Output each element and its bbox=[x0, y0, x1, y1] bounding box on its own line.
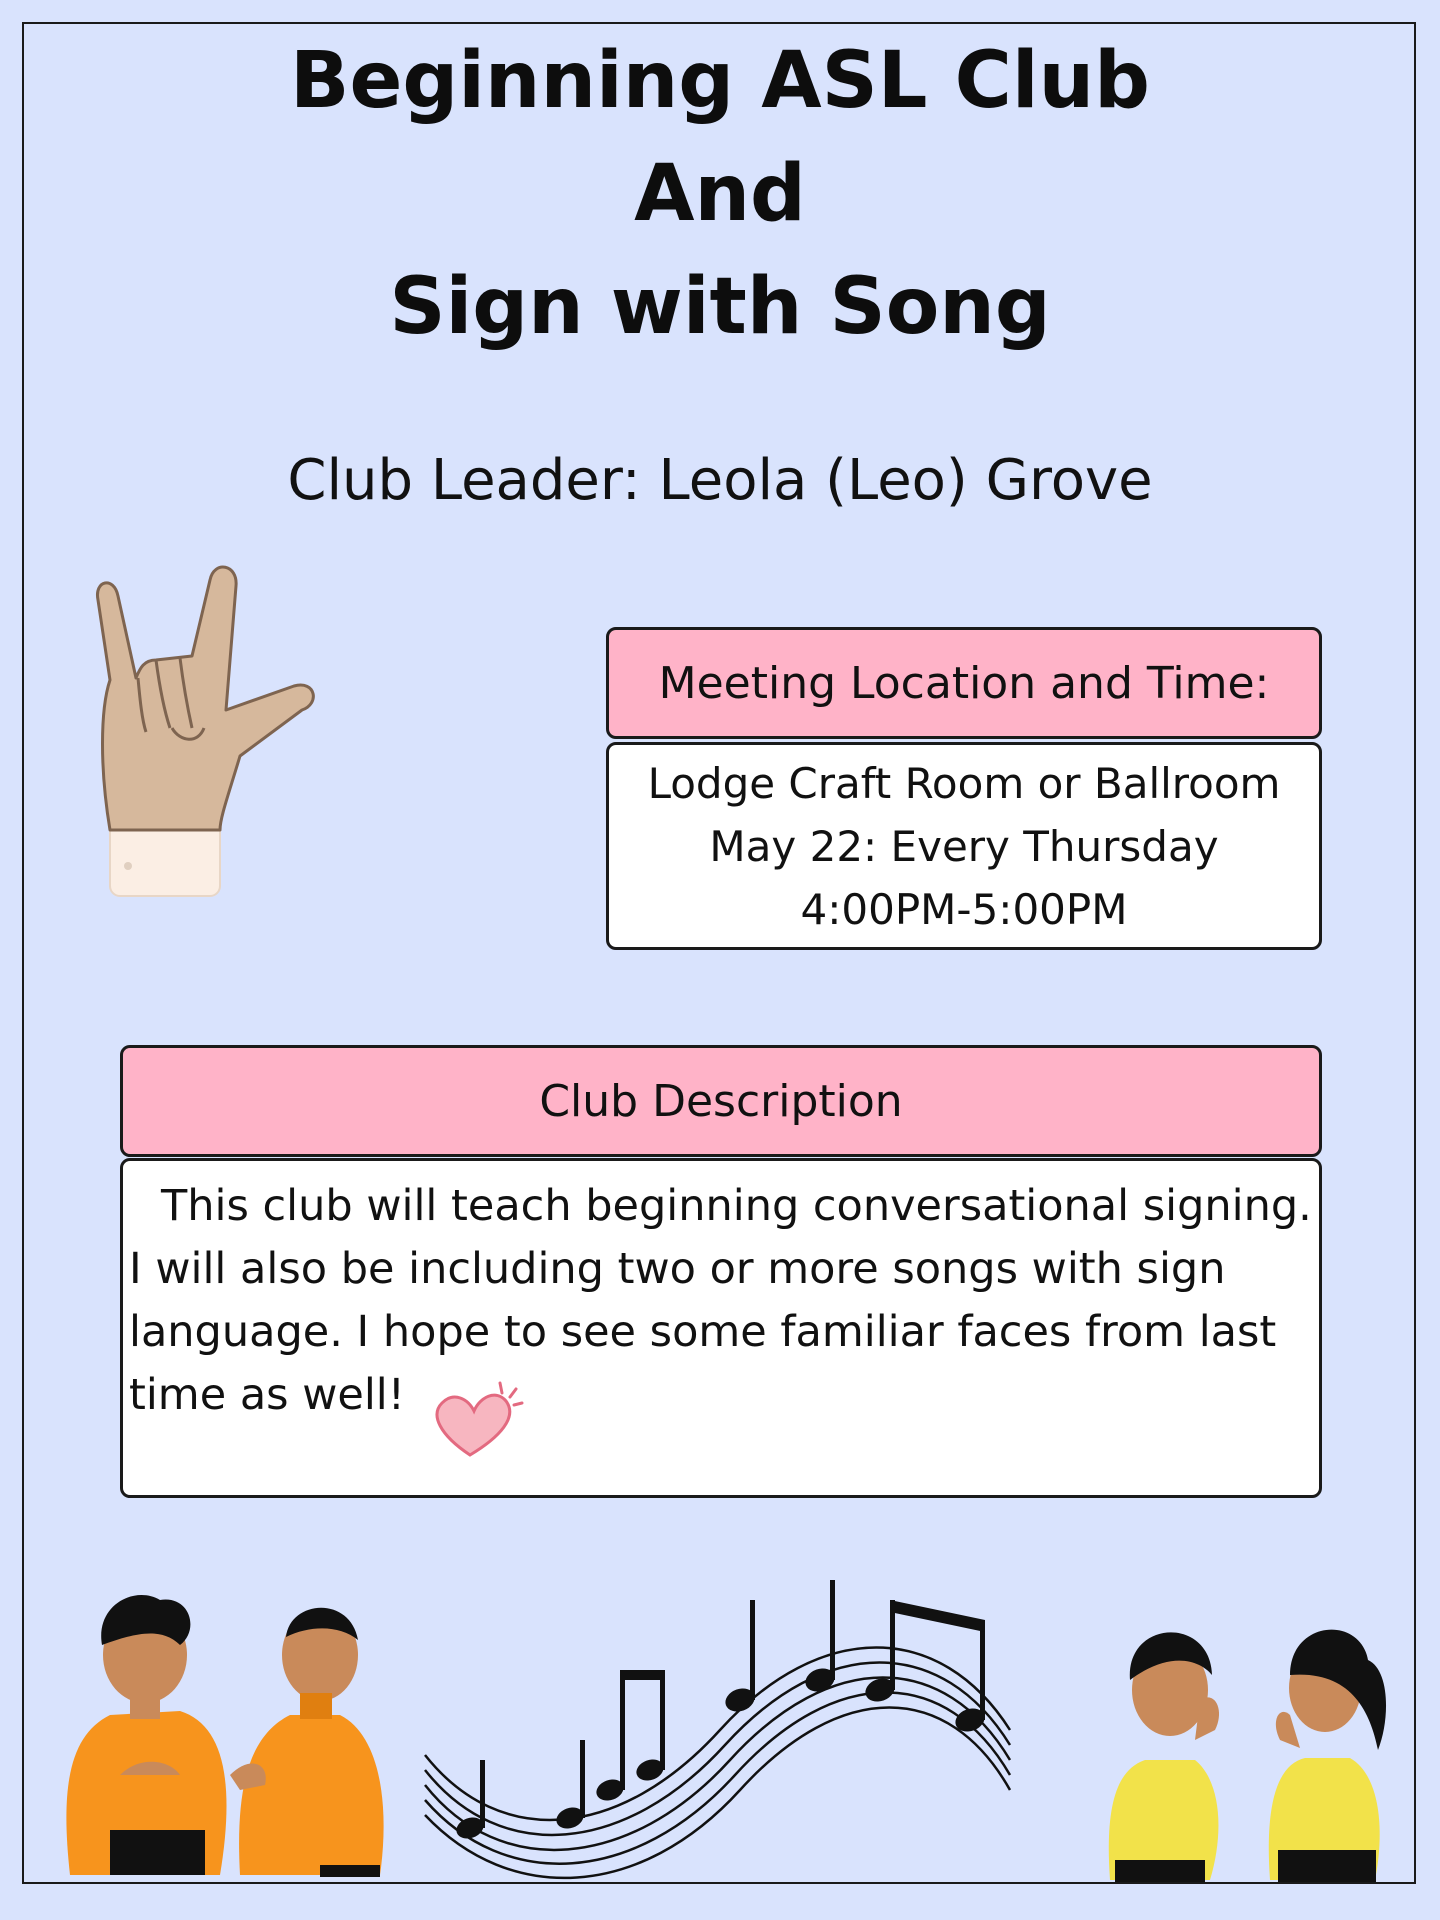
title-line-1: Beginning ASL Club bbox=[290, 36, 1150, 126]
meeting-heading bbox=[606, 627, 1322, 739]
heart-doodle-icon bbox=[430, 1375, 540, 1465]
title-line-3: Sign with Song bbox=[389, 262, 1051, 352]
description-line: I will also be including two or more songs with sign bbox=[129, 1244, 1226, 1294]
description-body bbox=[120, 1158, 1322, 1498]
description-heading bbox=[120, 1045, 1322, 1157]
description-heading-text: Club Description bbox=[539, 1075, 903, 1127]
description-line: This club will teach beginning conversational signing. bbox=[161, 1181, 1312, 1231]
club-leader: Club Leader: Leola (Leo) Grove bbox=[287, 448, 1153, 513]
meeting-location: Lodge Craft Room or Ballroom bbox=[647, 758, 1281, 808]
music-staff-illustration bbox=[420, 1580, 1020, 1860]
meeting-details bbox=[606, 742, 1322, 950]
description-line: language. I hope to see some familiar faces from last bbox=[129, 1307, 1277, 1357]
whispering-kids-illustration bbox=[1100, 1590, 1400, 1890]
meeting-time: 4:00PM-5:00PM bbox=[800, 884, 1128, 934]
title-line-2: And bbox=[634, 149, 806, 239]
signing-men-illustration bbox=[50, 1585, 400, 1885]
ily-hand-sign-icon bbox=[80, 560, 320, 920]
meeting-schedule: May 22: Every Thursday bbox=[709, 821, 1219, 871]
description-line: time as well! bbox=[129, 1370, 405, 1420]
meeting-heading-text: Meeting Location and Time: bbox=[658, 657, 1270, 709]
